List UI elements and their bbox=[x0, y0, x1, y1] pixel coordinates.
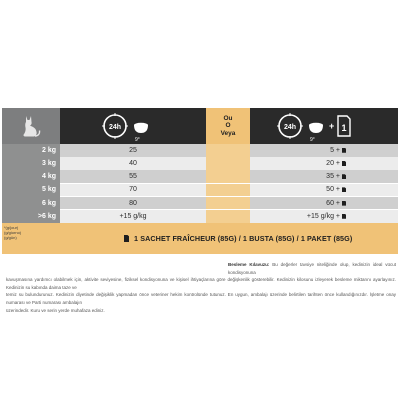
mixed-amount-cell: 60 + bbox=[250, 197, 398, 210]
clock-icon bbox=[277, 113, 303, 139]
guide-line: kavuşmasına yardımcı olabilmek için, aktivite seviyesine, fiziksel kondisyonuna ve kişisel ihtiyaçlarına göre değişkenlik gösterebilir. Kedinizin kilosunu izleyerek besleme miktarını ayarlayınız. Kedinizin su kabında daima taze ve bbox=[6, 277, 396, 290]
feeding-guide-text bbox=[6, 261, 396, 314]
or-text-it: O bbox=[225, 122, 231, 130]
bowl-icon bbox=[309, 123, 323, 142]
svg-text:24h: 24h bbox=[283, 124, 297, 131]
bowl-icon bbox=[134, 123, 148, 142]
table-footer bbox=[2, 223, 398, 254]
wet-pouch-icon bbox=[338, 116, 350, 136]
weight-cell: 4 kg bbox=[41, 173, 56, 181]
mixed-food-header bbox=[250, 108, 398, 144]
or-column-header bbox=[206, 108, 250, 144]
or-column-cell bbox=[206, 197, 250, 210]
or-column-cell bbox=[206, 184, 250, 197]
feeding-table bbox=[2, 108, 398, 254]
guide-intro: Bu değerler tavsiye niteliğinde olup, kedinizin ideal vücut kondisyonuna bbox=[228, 262, 396, 275]
unit-it: (g/giorno) bbox=[4, 230, 22, 235]
dry-amount-cell: 80 bbox=[60, 197, 206, 210]
unit-fr: *(g/jour) bbox=[4, 225, 19, 230]
or-column-cell bbox=[206, 170, 250, 183]
pouch-icon bbox=[342, 161, 346, 166]
guide-line: temiz su bulundurunuz. Kedinizin diyetinde değişiklik yapmadan önce veteriner hekim kontrolünde tutunuz. En uygun, ambalajı üzerinde belirtilen tarihten önce kullandığınızdır. İşletme onay numarası ve Parti numarası ambalajın bbox=[6, 292, 396, 305]
weight-cell: 6 kg bbox=[41, 199, 56, 207]
table-row bbox=[2, 197, 398, 210]
weight-cell: >6 kg bbox=[37, 212, 56, 220]
dry-amount-cell: 70 bbox=[60, 184, 206, 197]
cat-icon bbox=[20, 113, 42, 139]
pouch-icon bbox=[342, 187, 346, 192]
table-row bbox=[2, 210, 398, 223]
pouch-icon bbox=[124, 235, 129, 242]
plus-sign: + bbox=[329, 121, 335, 131]
time-badge: 24h bbox=[108, 124, 122, 131]
units-note bbox=[2, 223, 60, 254]
guide-line: üzerindedir. Kuru ve serin yerde muhafaza ediniz. bbox=[6, 307, 105, 313]
unit-tr: (g/gün) bbox=[4, 235, 17, 240]
table-row bbox=[2, 157, 398, 170]
table-row bbox=[2, 170, 398, 183]
or-column-cell bbox=[206, 144, 250, 157]
pouch-icon bbox=[342, 148, 346, 153]
sachet-text: 1 SACHET FRAÎCHEUR (85G) / 1 BUSTA (85G) / 1 PAKET (85G) bbox=[134, 234, 353, 243]
or-column-cell bbox=[206, 157, 250, 170]
table-row bbox=[2, 144, 398, 157]
mixed-amount-cell: 35 + bbox=[250, 170, 398, 183]
dry-amount-cell: +15 g/kg bbox=[60, 210, 206, 223]
or-column-cell bbox=[206, 210, 250, 223]
pouch-count: 1 bbox=[341, 123, 347, 133]
pouch-icon bbox=[342, 214, 346, 219]
mixed-amount-cell: 5 + bbox=[250, 144, 398, 157]
dry-food-icon bbox=[101, 110, 165, 142]
weight-cell: 2 kg bbox=[41, 146, 56, 154]
dry-amount-cell: 40 bbox=[60, 157, 206, 170]
or-text-tr: Veya bbox=[220, 129, 236, 137]
cat-cell bbox=[2, 108, 60, 144]
table-row bbox=[2, 184, 398, 197]
pouch-icon bbox=[342, 174, 346, 179]
guide-title: Besleme Kılavuzu: bbox=[228, 262, 270, 267]
svg-text:9°: 9° bbox=[310, 137, 315, 142]
bowl-degree: 9° bbox=[135, 137, 140, 142]
mixed-amount-cell: +15 g/kg + bbox=[250, 210, 398, 223]
mixed-amount-cell: 50 + bbox=[250, 184, 398, 197]
pouch-icon bbox=[342, 201, 346, 206]
weight-cell: 3 kg bbox=[41, 159, 56, 167]
or-text-fr: Ou bbox=[223, 114, 233, 122]
dry-amount-cell: 25 bbox=[60, 144, 206, 157]
clock-icon bbox=[102, 113, 128, 139]
sachet-note bbox=[60, 223, 398, 254]
dry-amount-cell: 55 bbox=[60, 170, 206, 183]
dry-food-header bbox=[60, 108, 206, 144]
guide-line bbox=[6, 261, 396, 276]
mixed-food-icon bbox=[276, 110, 372, 142]
mixed-amount-cell: 20 + bbox=[250, 157, 398, 170]
weight-cell: 5 kg bbox=[41, 186, 56, 194]
